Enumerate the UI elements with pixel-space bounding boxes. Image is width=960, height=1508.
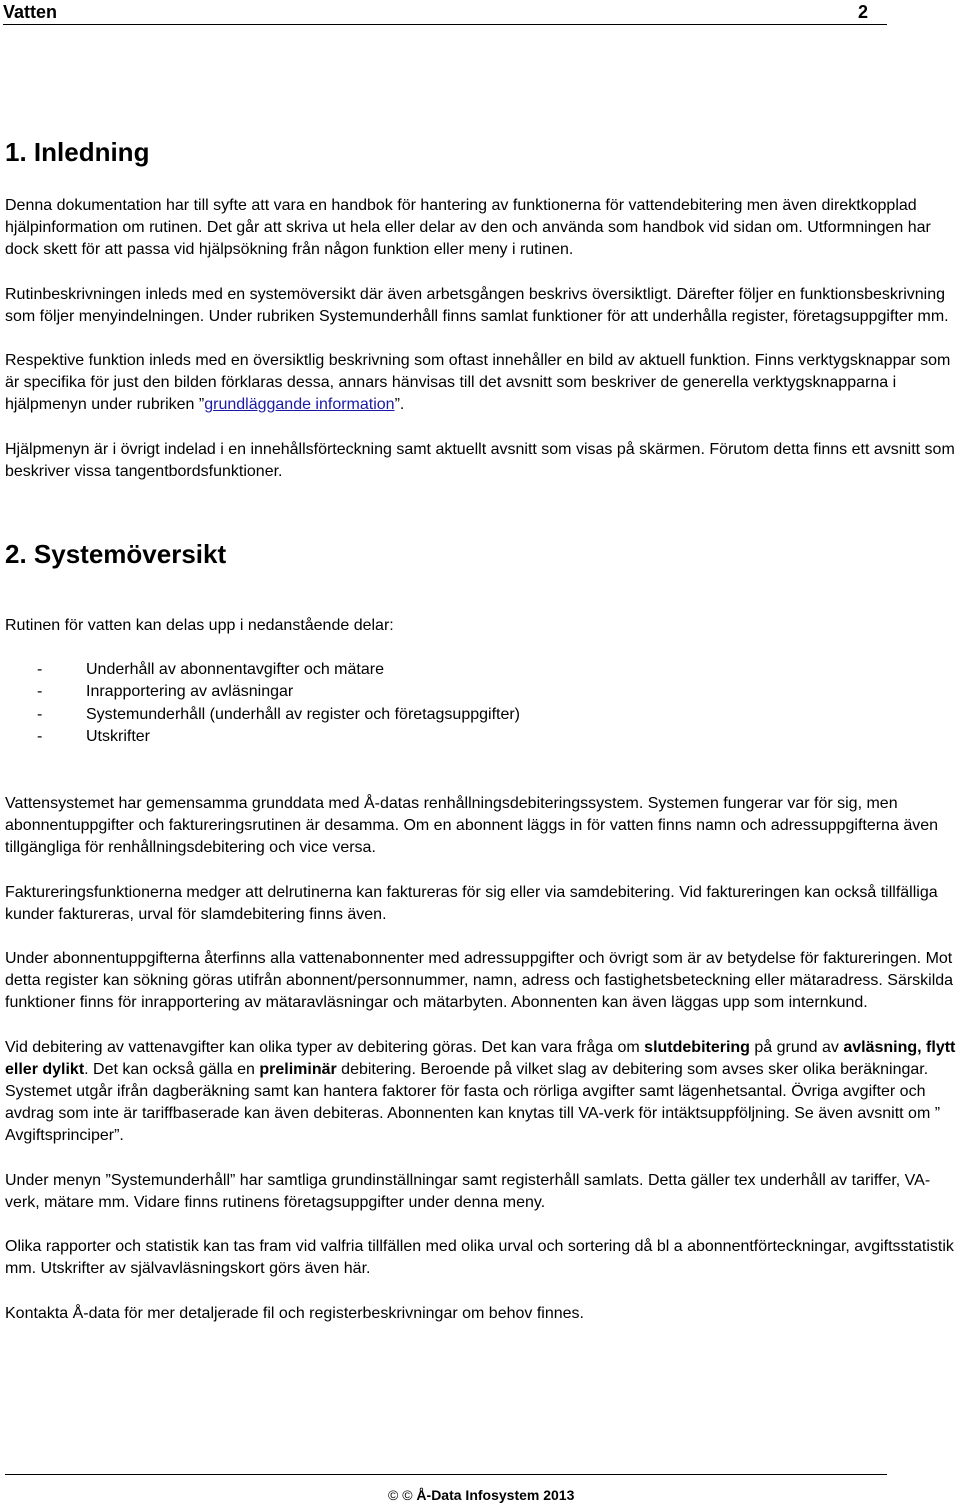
paragraph: Rutinbeskrivningen inleds med en systemöversikt där även arbetsgången beskrivs översiktligt. Därefter följer en funktionsbeskrivning som följer menyindelningen. Under rubriken Systemunderhåll finns samlat funktioner för att underhålla register, företagsuppgifter mm. [5,285,949,325]
paragraph [5,350,957,417]
document-body [5,131,957,1325]
section-heading-systemoversikt: 2. Systemöversikt [5,539,227,570]
list-item [5,704,957,726]
footer-divider [5,1474,887,1475]
paragraph: Under abonnentuppgifterna återfinns alla vattenabonnenter med adressuppgifter och övrigt som är av betydelse för faktureringen. Mot detta register kan sökning göras utifrån abonnent/personnummer, namn, adress och fastighetsbeteckning eller mätaradress. Särskilda funktioner finns för inrapportering av mätaravläsningar och mätarbyten. Abonnenten kan även läggas upp som internkund. [5,950,954,1012]
paragraph-text: på grund av [749,1038,844,1056]
list-item-text: Utskrifter [86,727,150,745]
page-header [3,0,887,25]
section-heading-inledning: 1. Inledning [5,137,150,167]
paragraph: Denna dokumentation har till syfte att vara en handbok för hantering av funktionerna för vattendebitering men även direktkopplad hjälpinformation om rutinen. Det går att skriva ut hela eller delar av den och använda som handbok vid sidan om. Utformningen har dock skett för att passa vid hjälpsökning från någon funktion eller meny i rutinen. [5,197,931,259]
link-grundlaggande-information[interactable]: grundläggande information [204,396,395,414]
paragraph [5,1037,957,1148]
paragraph: Vattensystemet har gemensamma grunddata med Å-datas renhållningsdebiteringssystem. Systemen fungerar var för sig, men abonnentuppgifter och faktureringsrutinen är desamma. Om en abonnent läggs in för vatten finns namn och adressuppgifterna även tillgängliga för renhållningsdebitering och vice versa. [5,795,939,857]
list-bullet: - [37,705,43,723]
header-title: Vatten [3,2,58,22]
list-item-text: Systemunderhåll (underhåll av register och företagsuppgifter) [86,705,521,723]
list-bullet: - [37,683,43,701]
paragraph: Under menyn ”Systemunderhåll” har samtliga grundinställningar samt registerhåll samlats. Detta gäller tex underhåll av tariffer, VA-verk, mätare mm. Vidare finns rutinens företagsuppgifter under denna meny. [5,1171,931,1211]
paragraph-text: ”. [394,396,405,414]
bold-text: slutdebitering [644,1038,750,1056]
list-item [5,659,957,681]
list-bullet: - [37,661,43,679]
list-item-text: Underhåll av abonnentavgifter och mätare [86,661,384,679]
page-number: 2 [857,2,868,22]
paragraph: Kontakta Å-data för mer detaljerade fil och registerbeskrivningar om behov finnes. [5,1304,584,1322]
paragraph: Faktureringsfunktionerna medger att delrutinerna kan faktureras för sig eller via samdebitering. Vid faktureringen kan också tillfälliga kunder faktureras, urval för slamdebitering finns även. [5,883,938,923]
paragraph-text: debitering. Beroende på vilket slag av debitering som avses sker olika beräkningar. Systemet utgår ifrån dagberäkning samt kan hantera faktorer för fasta och rörliga avgifter samt lägenhetsantal. Övriga avgifter och avdrag som inte är tariffbaserade kan även debiteras. Abonnenten kan knytas till VA-verk för intäktsuppföljning. Se även avsnitt om ” Avgiftsprinciper”. [5,1060,941,1145]
paragraph: Hjälpmenyn är i övrigt indelad i en innehållsförteckning samt aktuellt avsnitt som visas på skärmen. Förutom detta finns ett avsnitt som beskriver vissa tangentbordsfunktioner. [5,440,955,480]
list-bullet: - [37,727,43,745]
bold-text: avläsning, flytt eller dylikt [5,1038,956,1078]
paragraph: Rutinen för vatten kan delas upp i nedanstående delar: [5,617,394,635]
footer-text: Å-Data Infosystem 2013 [416,1487,575,1503]
copyright-symbols: © © [388,1487,413,1503]
page-footer [388,1486,574,1504]
paragraph-text: Respektive funktion inleds med en översiktlig beskrivning som oftast innehåller en bild av aktuell funktion. Finns verktygsknappar som är specifika för just den bilden förklaras dessa, annars hänvisas till det avsnitt som beskriver de generella verktygsknapparna i hjälpmenyn under rubriken ” [5,352,951,414]
list-item [5,726,957,748]
bold-text: preliminär [259,1060,337,1078]
paragraph-text: . Det kan också gälla en [84,1060,260,1078]
paragraph-text: Vid debitering av vattenavgifter kan olika typer av debitering göras. Det kan vara fråga om [5,1038,645,1056]
list-item-text: Inrapportering av avläsningar [86,683,294,701]
paragraph: Olika rapporter och statistik kan tas fram vid valfria tillfällen med olika urval och sortering då bl a abonnentförteckningar, avgiftsstatistik mm. Utskrifter av självavläsningskort görs även här. [5,1238,954,1278]
list-item [5,681,957,703]
parts-list [5,659,957,748]
